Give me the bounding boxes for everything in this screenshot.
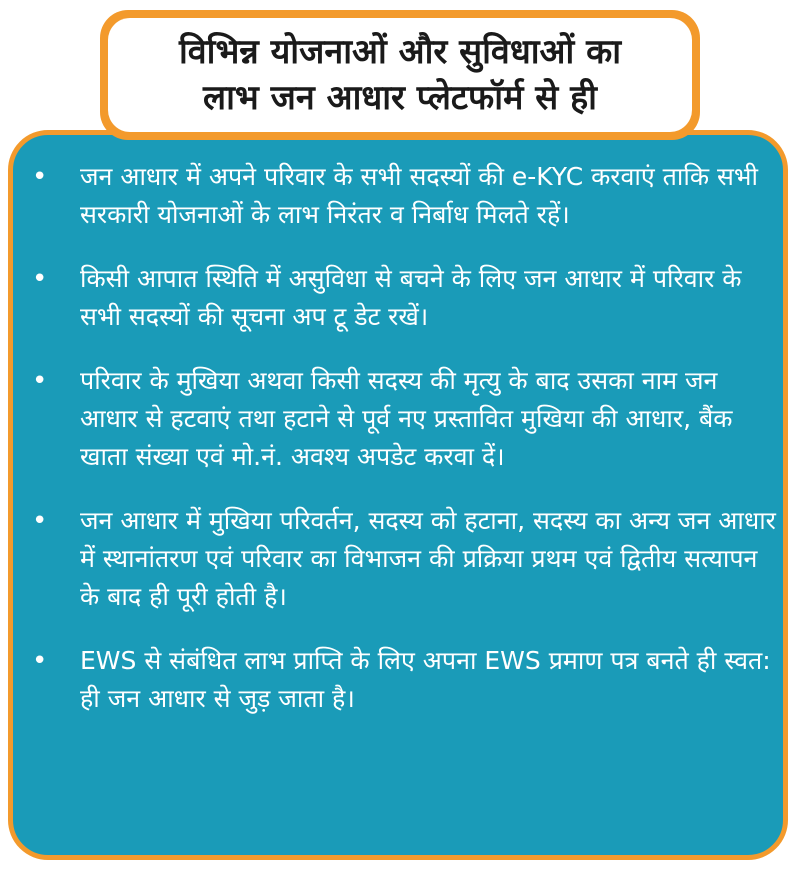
list-item	[28, 362, 780, 476]
header-box	[108, 18, 692, 132]
benefits-list	[28, 158, 780, 744]
list-item	[28, 502, 780, 616]
list-item-text: किसी आपात स्थिति में असुविधा से बचने के लिए जन आधार में परिवार के सभी सदस्यों की सूचना अप टू डेट रखें।	[80, 264, 742, 331]
bullet-icon: •	[32, 646, 48, 676]
list-item	[28, 260, 780, 336]
list-item-text: जन आधार में अपने परिवार के सभी सदस्यों की e-KYC करवाएं ताकि सभी सरकारी योजनाओं के लाभ निरंतर व निर्बाध मिलते रहें।	[80, 162, 758, 229]
bullet-icon: •	[32, 162, 48, 192]
list-item-text: EWS से संबंधित लाभ प्राप्ति के लिए अपना EWS प्रमाण पत्र बनते ही स्वत: ही जन आधार से जुड़ जाता है।	[80, 646, 771, 713]
list-item	[28, 642, 780, 718]
page-title	[179, 29, 621, 121]
list-item-text: परिवार के मुखिया अथवा किसी सदस्य की मृत्यु के बाद उसका नाम जन आधार से हटवाएं तथा हटाने से पूर्व नए प्रस्तावित मुखिया की आधार, बैंक खाता संख्या एवं मो.नं. अवश्य अपडेट करवा दें।	[80, 366, 733, 471]
list-item	[28, 158, 780, 234]
list-item-text: जन आधार में मुखिया परिवर्तन, सदस्य को हटाना, सदस्य का अन्य जन आधार में स्थानांतरण एवं परिवार का विभाजन की प्रक्रिया प्रथम एवं द्वितीय सत्यापन के बाद ही पूरी होती है।	[80, 506, 776, 611]
title-line-2: लाभ जन आधार प्लेटफॉर्म से ही	[203, 78, 597, 118]
bullet-icon: •	[32, 506, 48, 536]
header-banner	[100, 10, 700, 140]
title-line-1: विभिन्न योजनाओं और सुविधाओं का	[178, 32, 622, 72]
bullet-icon: •	[32, 366, 48, 396]
bullet-icon: •	[32, 264, 48, 294]
